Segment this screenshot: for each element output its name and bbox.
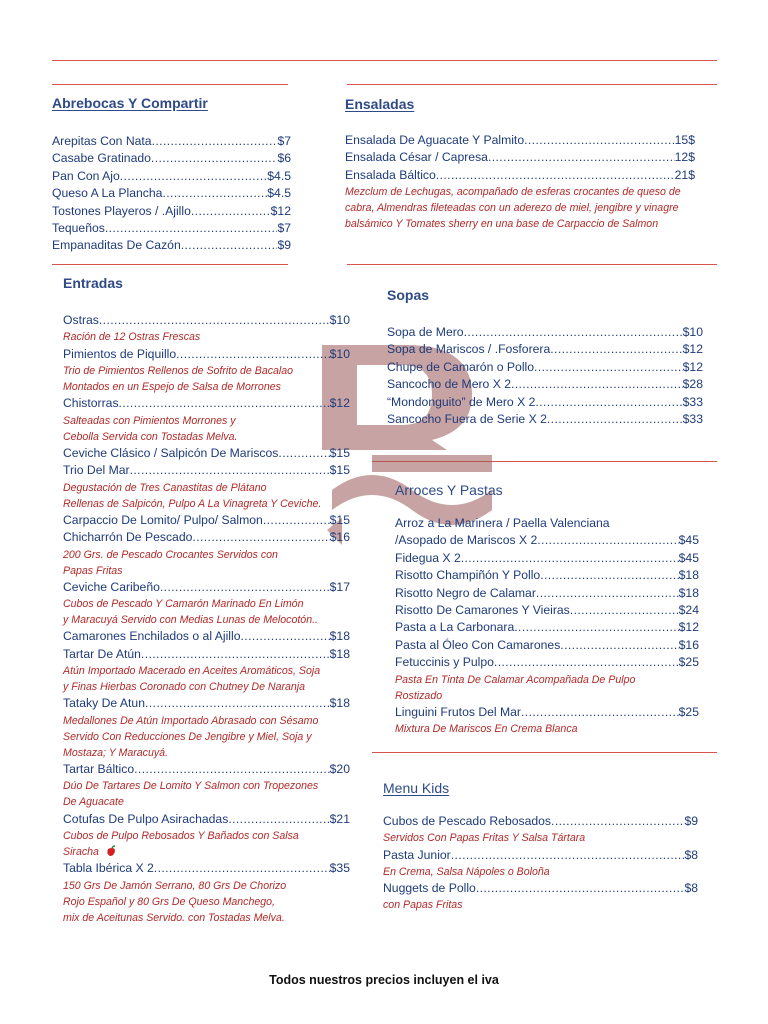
item-price: 15$ <box>674 133 695 147</box>
rule-arroces-bottom <box>372 752 717 753</box>
item-name: Linguini Frutos Del Mar <box>395 704 521 719</box>
dot-leader <box>570 602 679 619</box>
menu-item <box>52 237 291 254</box>
item-price: $6 <box>277 151 291 166</box>
item-price: $10 <box>682 325 703 339</box>
dot-leader <box>120 168 268 185</box>
item-name: Queso A La Plancha <box>52 186 163 201</box>
item-description <box>63 679 350 695</box>
item-name: Sopa de Mero <box>387 325 464 339</box>
dot-leader <box>488 149 675 166</box>
item-name: Fetuccinis y Pulpo <box>395 655 494 670</box>
item-description-text: Dúo De Tartares De Lomito Y Salmon con Tropezones <box>63 780 319 793</box>
dot-leader <box>534 359 683 376</box>
item-name: Ceviche Clásico / Salpicón De Mariscos <box>63 445 279 460</box>
item-name: Chicharrón De Pescado <box>63 530 193 545</box>
dot-leader <box>141 646 330 663</box>
item-price: $4.5 <box>267 186 291 201</box>
menu-item <box>345 132 695 149</box>
dot-leader <box>476 880 685 897</box>
item-description-text: Mixtura De Mariscos En Crema Blanca <box>395 723 578 736</box>
item-price: $4.5 <box>267 168 291 183</box>
item-price: $17 <box>329 579 350 594</box>
item-description <box>63 794 350 810</box>
item-name: Empanaditas De Cazón <box>52 238 181 253</box>
menu-item <box>387 411 703 428</box>
section-arroces <box>395 482 699 737</box>
item-name: Tabla Ibérica X 2 <box>63 861 154 876</box>
dot-leader <box>550 341 682 358</box>
menu-item <box>383 847 698 864</box>
item-price: $12 <box>682 342 703 357</box>
rule-ensaladas-top <box>347 84 717 85</box>
item-price: $12 <box>270 203 291 218</box>
section-abrebocas <box>52 95 291 255</box>
item-name: Risotto Champiñón Y Pollo <box>395 568 541 583</box>
item-name: Pasta al Óleo Con Camarones <box>395 637 561 652</box>
item-description <box>63 596 350 612</box>
item-description <box>63 413 350 429</box>
dot-leader <box>451 847 685 864</box>
item-description-text: Cubos de Pulpo Rebosados Y Bañados con Salsa <box>63 829 299 842</box>
menu-item <box>52 168 291 185</box>
menu-item <box>345 149 695 166</box>
item-description <box>395 721 699 737</box>
dot-leader <box>145 695 330 712</box>
dot-leader <box>151 150 278 167</box>
dot-leader <box>278 445 329 462</box>
item-price: $18 <box>678 568 699 583</box>
item-description-text: Servido Con Reducciones De Jengibre y Miel, Soja y <box>63 730 312 743</box>
dot-leader <box>160 579 330 596</box>
menu-item <box>387 341 703 358</box>
item-description <box>63 612 350 628</box>
menu-item <box>63 579 350 596</box>
item-price: $21 <box>329 811 350 826</box>
item-name: Tequeños <box>52 221 105 236</box>
item-description-text: Degustación de Tres Canastitas de Plátano <box>63 481 267 494</box>
dot-leader <box>228 811 329 828</box>
item-description-text: Trio de Pimientos Rellenos de Sofrito de Bacalao <box>63 364 294 377</box>
item-description-text: Siracha <box>63 846 99 859</box>
dot-leader <box>511 376 683 393</box>
item-name: “Mondonguito” de Mero X 2 <box>387 394 536 409</box>
item-description <box>63 547 350 563</box>
menu-item <box>63 395 350 412</box>
section-ensaladas <box>345 96 695 233</box>
item-description <box>63 910 350 926</box>
item-price: $18 <box>329 629 350 644</box>
item-description <box>63 828 350 844</box>
item-description-text: Cebolla Servida con Tostadas Melva. <box>63 430 238 443</box>
item-description <box>63 480 350 496</box>
item-description <box>63 363 350 379</box>
menu-item <box>383 880 698 897</box>
item-description-text: Ración de 12 Ostras Frescas <box>63 331 201 344</box>
item-price: $7 <box>277 221 291 236</box>
item-name: Tostones Playeros / .Ajillo <box>52 203 191 218</box>
item-description-text: con Papas Fritas <box>383 899 463 912</box>
dot-leader <box>105 220 278 237</box>
item-name: Ostras <box>63 313 99 327</box>
item-description-text: Servidos Con Papas Fritas Y Salsa Tártara <box>383 832 586 845</box>
item-price: $25 <box>678 655 699 670</box>
dot-leader <box>536 585 679 602</box>
item-description <box>63 844 350 860</box>
item-name: Cubos de Pescado Rebosados <box>383 814 552 828</box>
item-description <box>63 329 350 345</box>
item-price: $16 <box>329 530 350 545</box>
item-price: $10 <box>329 313 350 327</box>
item-price: $7 <box>277 134 291 148</box>
dot-leader <box>181 237 278 254</box>
item-name: Pasta Junior <box>383 847 451 862</box>
item-description <box>395 672 699 688</box>
item-price: $15 <box>329 463 350 478</box>
section-title: Arroces Y Pastas <box>395 482 503 498</box>
item-description <box>63 563 350 579</box>
item-price: $33 <box>682 412 703 427</box>
item-name: /Asopado de Mariscos X 2 <box>395 533 538 548</box>
item-name: Sopa de Mariscos / .Fosforera <box>387 342 551 357</box>
item-price: $15 <box>329 512 350 527</box>
menu-item <box>345 167 695 184</box>
item-description-text: Rellenas de Salpicón, Pulpo A La Vinagreta Y Ceviche. <box>63 497 322 510</box>
menu-item <box>63 811 350 828</box>
dot-leader <box>537 532 678 549</box>
item-description-text: Cubos de Pescado Y Camarón Marinado En Limón <box>63 598 304 611</box>
item-name: Pimientos de Piquillo <box>63 346 177 361</box>
item-intro: Arroz a La Marinera / Paella Valenciana <box>395 516 610 530</box>
rule-ensaladas-bottom <box>347 264 717 265</box>
item-description-text: Salteadas con Pimientos Morrones y <box>63 414 236 427</box>
item-price: $12 <box>329 396 350 411</box>
item-price: $33 <box>682 394 703 409</box>
item-description-text: 200 Grs. de Pescado Crocantes Servidos con <box>63 548 278 561</box>
item-description <box>63 745 350 761</box>
menu-item <box>395 602 699 619</box>
item-description <box>63 713 350 729</box>
dot-leader <box>461 550 679 567</box>
item-description-text: Montados en un Espejo de Salsa de Morrones <box>63 381 281 393</box>
menu-item <box>395 550 699 567</box>
item-name: Fidegua X 2 <box>395 550 461 565</box>
item-price: $9 <box>277 238 291 253</box>
item-description-text: mix de Aceitunas Servido. con Tostadas Melva. <box>63 911 285 924</box>
chili-pepper-icon <box>105 845 117 857</box>
item-name: Tartar Báltico <box>63 761 135 776</box>
item-price: $12 <box>678 620 699 635</box>
item-description-text: Rojo Español y 80 Grs De Queso Manchego, <box>63 895 275 908</box>
item-name: Chistorras <box>63 396 119 411</box>
item-description <box>383 830 698 846</box>
dot-leader <box>464 324 683 341</box>
menu-item <box>387 394 703 411</box>
menu-item <box>63 646 350 663</box>
dot-leader <box>119 395 330 412</box>
dot-leader <box>176 346 330 363</box>
item-name: Ensalada César / Capresa <box>345 150 488 165</box>
section-title: Ensaladas <box>345 96 415 112</box>
item-name: Pan Con Ajo <box>52 168 120 183</box>
menu-item <box>63 445 350 462</box>
item-price: $28 <box>682 377 703 392</box>
item-description <box>383 897 698 913</box>
item-price: $45 <box>678 550 699 565</box>
item-price: $35 <box>329 861 350 876</box>
dot-leader <box>192 529 329 546</box>
menu-item <box>52 220 291 237</box>
section-kids <box>383 780 698 914</box>
section-title: Entradas <box>63 275 123 291</box>
item-name: Carpaccio De Lomito/ Pulpo/ Salmon <box>63 512 263 527</box>
section-title: Menu Kids <box>383 780 450 796</box>
top-rule <box>52 60 717 61</box>
dot-leader <box>551 813 684 830</box>
item-description-text: Rostizado <box>395 689 443 702</box>
menu-item <box>395 532 699 549</box>
item-price: $16 <box>678 637 699 652</box>
menu-item <box>52 203 291 220</box>
dot-leader <box>263 512 330 529</box>
section-title: Abrebocas Y Compartir <box>52 95 208 111</box>
item-name: Tartar De Atún <box>63 646 141 661</box>
item-price: $8 <box>684 847 698 862</box>
item-description <box>63 663 350 679</box>
item-price: 21$ <box>674 167 695 182</box>
item-description: Mezclum de Lechugas, acompañado de esferas crocantes de queso de cabra, Almendras fileteadas con un aderezo de miel, jengibre y vinagre balsámico Y Tomates sherry en una base de Carpaccio de Salmon <box>345 186 681 231</box>
item-description <box>383 864 698 880</box>
item-description <box>63 878 350 894</box>
item-description-text: 150 Grs De Jamón Serrano, 80 Grs De Chorizo <box>63 879 287 892</box>
item-description <box>63 379 350 395</box>
item-description-text: y Maracuyá Servido con Medias Lunas de Melocotón.. <box>63 614 318 627</box>
dot-leader <box>134 761 330 778</box>
menu-item <box>395 567 699 584</box>
item-price: 12$ <box>674 150 695 165</box>
item-price: $12 <box>682 359 703 374</box>
dot-leader <box>514 619 678 636</box>
rule-abrebocas-top <box>52 84 288 85</box>
item-name: Tataky De Atun <box>63 696 145 711</box>
menu-item <box>63 529 350 546</box>
item-price: $10 <box>329 346 350 361</box>
item-price: $15 <box>329 445 350 460</box>
dot-leader <box>524 132 675 149</box>
item-price: $18 <box>329 646 350 661</box>
menu-item <box>395 619 699 636</box>
dot-leader <box>535 394 682 411</box>
menu-item <box>63 695 350 712</box>
item-description-text: Pasta En Tinta De Calamar Acompañada De Pulpo <box>395 673 636 686</box>
item-name: Cotufas De Pulpo Asirachadas <box>63 811 229 826</box>
section-title: Sopas <box>387 287 430 303</box>
menu-item <box>63 346 350 363</box>
menu-item <box>52 150 291 167</box>
dot-leader <box>560 637 678 654</box>
item-name: Arepitas Con Nata <box>52 134 152 148</box>
item-description <box>63 729 350 745</box>
item-description-text: y Finas Hierbas Coronado con Chutney De Naranja <box>63 681 306 694</box>
item-price: $18 <box>329 696 350 711</box>
item-name: Pasta a La Carbonara <box>395 620 515 635</box>
item-price: $8 <box>684 881 698 895</box>
dot-leader <box>162 185 267 202</box>
dot-leader <box>99 312 330 329</box>
item-name: Ensalada De Aguacate Y Palmito <box>345 133 525 147</box>
item-name: Nuggets de Pollo <box>383 881 476 895</box>
dot-leader <box>241 628 330 645</box>
item-description <box>63 429 350 445</box>
dot-leader <box>540 567 678 584</box>
dot-leader <box>547 411 683 428</box>
item-description-text: Papas Fritas <box>63 564 123 577</box>
menu-item <box>52 133 291 150</box>
menu-item <box>63 761 350 778</box>
menu-item <box>387 324 703 341</box>
menu-item <box>395 585 699 602</box>
menu-item <box>63 312 350 329</box>
dot-leader <box>436 167 675 184</box>
item-name: Risotto Negro de Calamar <box>395 585 536 600</box>
dot-leader <box>494 654 679 671</box>
item-description <box>63 894 350 910</box>
menu-item <box>63 462 350 479</box>
menu-item <box>387 376 703 393</box>
menu-item <box>395 704 699 721</box>
item-description <box>395 688 699 704</box>
item-price: $45 <box>678 533 699 548</box>
item-name: Chupe de Camarón o Pollo <box>387 359 535 374</box>
item-name: Casabe Gratinado <box>52 151 151 166</box>
item-description-text: De Aguacate <box>63 796 124 809</box>
item-name: Ceviche Caribeño <box>63 579 160 594</box>
item-description-text: Atún Importado Macerado en Aceites Aromáticos, Soja <box>63 665 321 678</box>
menu-item <box>63 512 350 529</box>
item-name: Camarones Enchilados o al Ajillo <box>63 629 241 644</box>
dot-leader <box>191 203 271 220</box>
item-name: Ensalada Báltico <box>345 167 436 182</box>
item-description-text: Mostaza; Y Maracuyá. <box>63 746 169 759</box>
item-price: $25 <box>678 704 699 719</box>
menu-item <box>383 813 698 830</box>
menu-item <box>387 359 703 376</box>
dot-leader <box>521 704 679 721</box>
dot-leader <box>152 133 278 150</box>
item-price: $20 <box>329 761 350 776</box>
item-description-text: En Crema, Salsa Nápoles o Boloña <box>383 865 550 878</box>
section-entradas <box>63 275 350 926</box>
menu-item <box>395 637 699 654</box>
footer-note: Todos nuestros precios incluyen el iva <box>269 973 499 987</box>
item-description-text: Medallones De Atún Importado Abrasado con Sésamo <box>63 714 319 727</box>
section-sopas <box>387 287 703 428</box>
dot-leader <box>154 860 330 877</box>
menu-item <box>52 185 291 202</box>
item-name: Trio Del Mar <box>63 463 130 478</box>
item-name: Sancocho de Mero X 2 <box>387 377 511 392</box>
item-price: $18 <box>678 585 699 600</box>
menu-item <box>63 628 350 645</box>
item-price: $9 <box>684 814 698 828</box>
item-price: $24 <box>678 603 699 618</box>
dot-leader <box>130 462 330 479</box>
menu-item <box>395 654 699 671</box>
rule-abrebocas-bottom <box>52 264 288 265</box>
item-description <box>63 778 350 794</box>
menu-item <box>63 860 350 877</box>
item-name: Sancocho Fuera de Serie X 2 <box>387 412 547 427</box>
item-name: Risotto De Camarones Y Vieiras <box>395 603 570 618</box>
item-description <box>63 496 350 512</box>
